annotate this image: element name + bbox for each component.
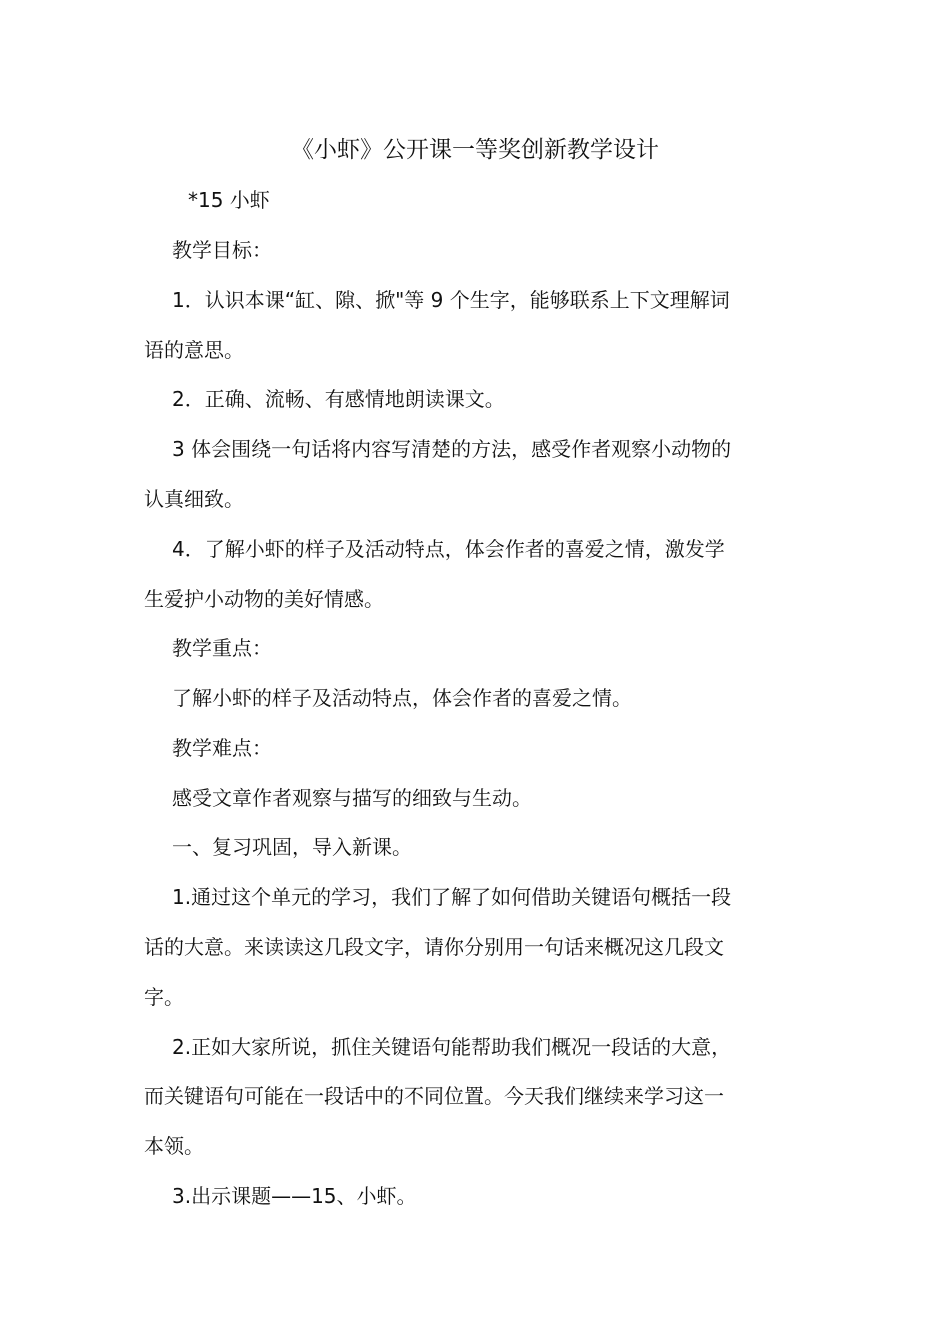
objectives-heading: 教学目标： <box>172 238 272 262</box>
objective-3-line-2: 认真细致。 <box>144 487 244 511</box>
objective-3-line-1: 3 体会围绕一句话将内容写清楚的方法，感受作者观察小动物的 <box>172 437 732 461</box>
objective-4-line-2: 生爱护小动物的美好情感。 <box>144 587 384 611</box>
objective-4-line-1: 4．了解小虾的样子及活动特点，体会作者的喜爱之情，激发学 <box>172 537 725 561</box>
section-1-paragraph-1-line-2: 话的大意。来读读这几段文字，请你分别用一句话来概况这几段文 <box>144 935 724 959</box>
section-1-paragraph-3: 3.出示课题——15、小虾。 <box>172 1184 417 1208</box>
objective-2: 2．正确、流畅、有感情地朗读课文。 <box>172 387 505 411</box>
document-title: 《小虾》公开课一等奖创新教学设计 <box>291 137 659 163</box>
lesson-number: *15 小虾 <box>188 188 270 212</box>
difficulties-heading: 教学难点： <box>172 736 272 760</box>
section-1-paragraph-1-line-1: 1.通过这个单元的学习，我们了解了如何借助关键语句概括一段 <box>172 885 732 909</box>
section-1-heading: 一、复习巩固，导入新课。 <box>172 835 412 859</box>
key-points-heading: 教学重点： <box>172 636 272 660</box>
key-points-text: 了解小虾的样子及活动特点，体会作者的喜爱之情。 <box>172 686 632 710</box>
objective-1-line-2: 语的意思。 <box>144 338 244 362</box>
section-1-paragraph-2-line-2: 而关键语句可能在一段话中的不同位置。今天我们继续来学习这一 <box>144 1084 724 1108</box>
difficulties-text: 感受文章作者观察与描写的细致与生动。 <box>172 786 532 810</box>
section-1-paragraph-2-line-3: 本领。 <box>144 1134 204 1158</box>
section-1-paragraph-2-line-1: 2.正如大家所说，抓住关键语句能帮助我们概况一段话的大意， <box>172 1035 732 1059</box>
section-1-paragraph-1-line-3: 字。 <box>144 985 184 1009</box>
objective-1-line-1: 1．认识本课“缸、隙、掀"等 9 个生字，能够联系上下文理解词 <box>172 288 730 312</box>
